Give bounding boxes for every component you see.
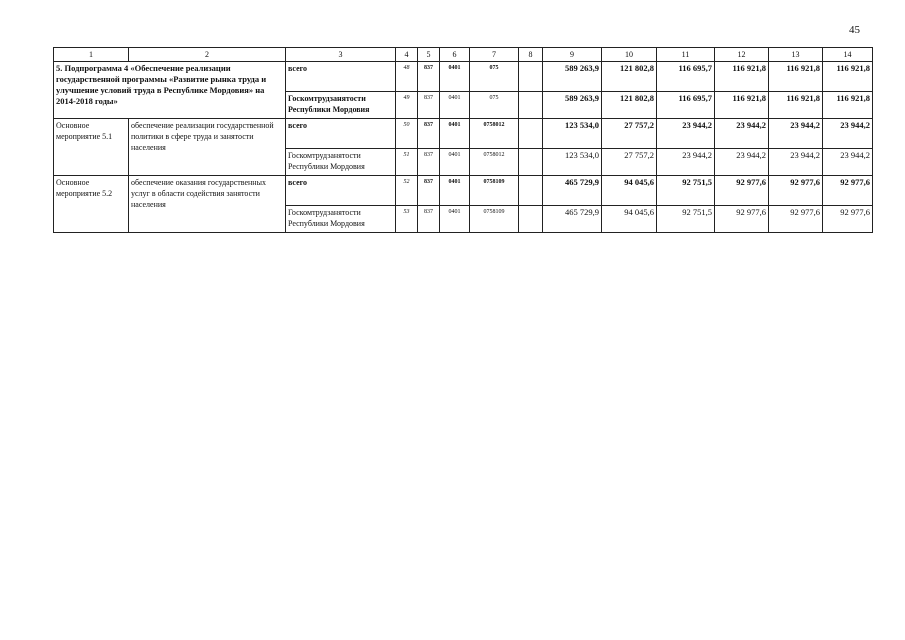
cell-c8 bbox=[519, 92, 543, 119]
page-number: 45 bbox=[849, 24, 860, 36]
cell-c7: 0758012 bbox=[470, 119, 519, 149]
col-header: 14 bbox=[823, 48, 873, 62]
cell-c6: 0401 bbox=[440, 206, 470, 233]
header-row bbox=[54, 48, 873, 62]
budget-table bbox=[53, 47, 873, 233]
cell-c9: 123 534,0 bbox=[543, 119, 602, 149]
cell-c3: всего bbox=[286, 62, 396, 92]
cell-c9: 465 729,9 bbox=[543, 206, 602, 233]
col-header: 12 bbox=[715, 48, 769, 62]
col-header: 3 bbox=[286, 48, 396, 62]
cell-c14: 116 921,8 bbox=[823, 62, 873, 92]
cell-c3: всего bbox=[286, 176, 396, 206]
cell-c11: 92 751,5 bbox=[657, 176, 715, 206]
cell-c11: 23 944,2 bbox=[657, 119, 715, 149]
cell-c9: 589 263,9 bbox=[543, 62, 602, 92]
cell-c3: всего bbox=[286, 119, 396, 149]
cell-c8 bbox=[519, 206, 543, 233]
subprogram-title: 5. Подпрограмма 4 «Обеспечение реализации государственной программы «Развитие рынка труда и улучшение условий труда в Республике Мордовия» на 2014-2018 годы» bbox=[54, 62, 286, 119]
cell-c8 bbox=[519, 119, 543, 149]
col-header: 13 bbox=[769, 48, 823, 62]
cell-c3: Госкомтрудзанятости Республики Мордовия bbox=[286, 206, 396, 233]
cell-c14: 23 944,2 bbox=[823, 149, 873, 176]
cell-c4: 49 bbox=[396, 92, 418, 119]
cell-c6: 0401 bbox=[440, 62, 470, 92]
cell-c10: 94 045,6 bbox=[602, 206, 657, 233]
cell-c3: Госкомтрудзанятости Республики Мордовия bbox=[286, 92, 396, 119]
col-header: 8 bbox=[519, 48, 543, 62]
cell-c14: 92 977,6 bbox=[823, 206, 873, 233]
cell-c4: 48 bbox=[396, 62, 418, 92]
cell-c6: 0401 bbox=[440, 176, 470, 206]
col-header: 10 bbox=[602, 48, 657, 62]
cell-c11: 92 751,5 bbox=[657, 206, 715, 233]
cell-c8 bbox=[519, 62, 543, 92]
cell-c11: 116 695,7 bbox=[657, 92, 715, 119]
cell-c9: 465 729,9 bbox=[543, 176, 602, 206]
table-row bbox=[54, 62, 873, 92]
cell-c12: 92 977,6 bbox=[715, 176, 769, 206]
cell-c5: 837 bbox=[418, 176, 440, 206]
cell-c12: 92 977,6 bbox=[715, 206, 769, 233]
col-header: 5 bbox=[418, 48, 440, 62]
cell-c13: 23 944,2 bbox=[769, 119, 823, 149]
cell-c4: 50 bbox=[396, 119, 418, 149]
cell-c10: 121 802,8 bbox=[602, 62, 657, 92]
cell-c8 bbox=[519, 149, 543, 176]
col-header: 4 bbox=[396, 48, 418, 62]
cell-c14: 116 921,8 bbox=[823, 92, 873, 119]
cell-c10: 121 802,8 bbox=[602, 92, 657, 119]
measure-label: Основное мероприятие 5.2 bbox=[54, 176, 129, 233]
cell-c12: 23 944,2 bbox=[715, 149, 769, 176]
cell-c12: 116 921,8 bbox=[715, 62, 769, 92]
col-header: 11 bbox=[657, 48, 715, 62]
cell-c3: Госкомтрудзанятости Республики Мордовия bbox=[286, 149, 396, 176]
measure-description: обеспечение оказания государственных услуг в области содействия занятости населения bbox=[129, 176, 286, 233]
cell-c4: 51 bbox=[396, 149, 418, 176]
cell-c13: 116 921,8 bbox=[769, 62, 823, 92]
cell-c6: 0401 bbox=[440, 119, 470, 149]
cell-c9: 123 534,0 bbox=[543, 149, 602, 176]
cell-c7: 0758109 bbox=[470, 206, 519, 233]
cell-c10: 94 045,6 bbox=[602, 176, 657, 206]
cell-c11: 23 944,2 bbox=[657, 149, 715, 176]
measure-description: обеспечение реализации государственной политики в сфере труда и занятости населения bbox=[129, 119, 286, 176]
cell-c14: 23 944,2 bbox=[823, 119, 873, 149]
cell-c10: 27 757,2 bbox=[602, 149, 657, 176]
cell-c5: 837 bbox=[418, 149, 440, 176]
col-header: 1 bbox=[54, 48, 129, 62]
table-row bbox=[54, 119, 873, 149]
cell-c12: 23 944,2 bbox=[715, 119, 769, 149]
cell-c5: 837 bbox=[418, 206, 440, 233]
cell-c13: 92 977,6 bbox=[769, 206, 823, 233]
cell-c13: 23 944,2 bbox=[769, 149, 823, 176]
cell-c12: 116 921,8 bbox=[715, 92, 769, 119]
cell-c6: 0401 bbox=[440, 92, 470, 119]
measure-label: Основное мероприятие 5.1 bbox=[54, 119, 129, 176]
cell-c7: 0758012 bbox=[470, 149, 519, 176]
cell-c13: 92 977,6 bbox=[769, 176, 823, 206]
cell-c11: 116 695,7 bbox=[657, 62, 715, 92]
cell-c10: 27 757,2 bbox=[602, 119, 657, 149]
cell-c5: 837 bbox=[418, 92, 440, 119]
cell-c4: 53 bbox=[396, 206, 418, 233]
cell-c14: 92 977,6 bbox=[823, 176, 873, 206]
cell-c7: 0758109 bbox=[470, 176, 519, 206]
cell-c5: 837 bbox=[418, 62, 440, 92]
cell-c4: 52 bbox=[396, 176, 418, 206]
col-header: 7 bbox=[470, 48, 519, 62]
cell-c7: 075 bbox=[470, 92, 519, 119]
col-header: 2 bbox=[129, 48, 286, 62]
cell-c8 bbox=[519, 176, 543, 206]
cell-c9: 589 263,9 bbox=[543, 92, 602, 119]
cell-c6: 0401 bbox=[440, 149, 470, 176]
cell-c13: 116 921,8 bbox=[769, 92, 823, 119]
col-header: 6 bbox=[440, 48, 470, 62]
cell-c5: 837 bbox=[418, 119, 440, 149]
cell-c7: 075 bbox=[470, 62, 519, 92]
col-header: 9 bbox=[543, 48, 602, 62]
table-row bbox=[54, 176, 873, 206]
